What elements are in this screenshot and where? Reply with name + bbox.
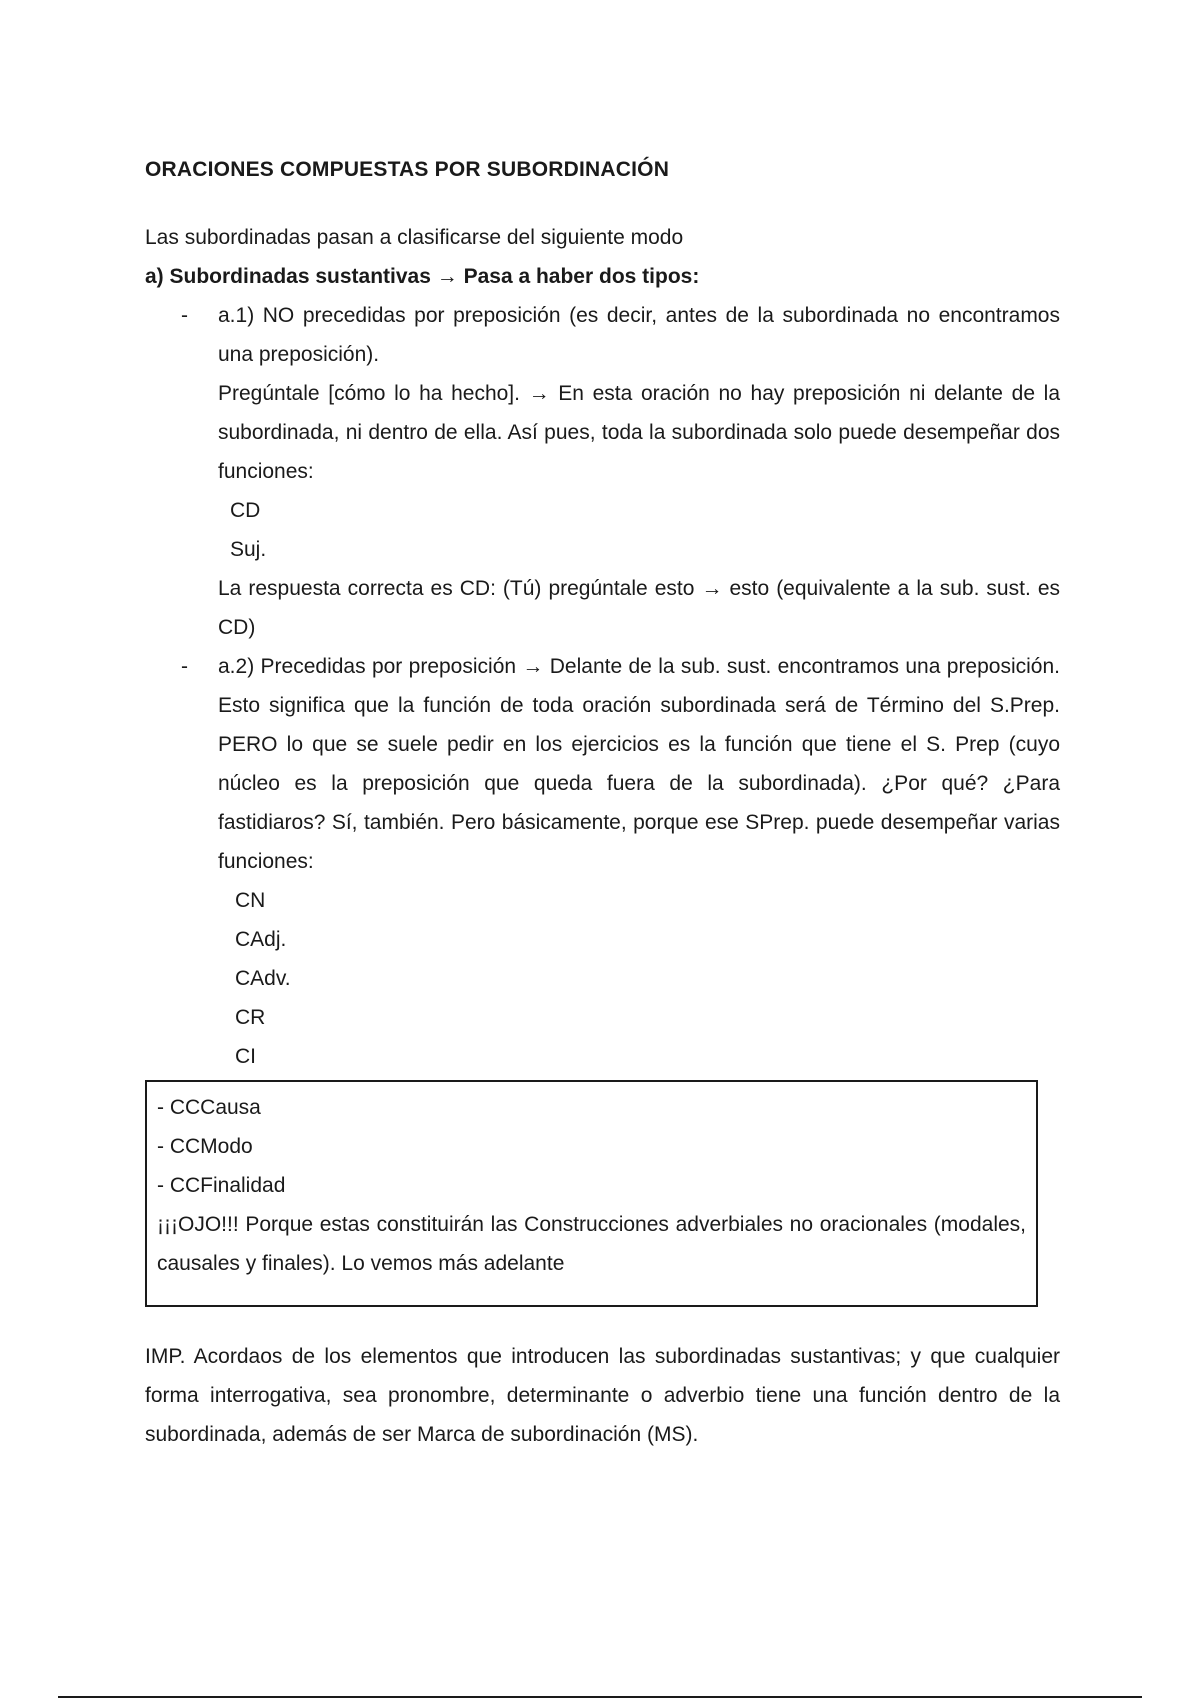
- bullet-a1: [145, 296, 1060, 647]
- a1-function-item: CD: [230, 499, 261, 522]
- adverbial-functions-box: [145, 1080, 1038, 1307]
- a1-answer: La respuesta correcta es CD: (Tú) pregúntale esto → esto (equivalente a la sub. sust. es CD): [218, 577, 1060, 639]
- a2-function-item: CI: [235, 1045, 256, 1068]
- bullet-dash: -: [181, 655, 188, 678]
- section-a-heading: a) Subordinadas sustantivas → Pasa a haber dos tipos:: [145, 265, 700, 288]
- a1-function-item: Suj.: [230, 538, 267, 561]
- a2-function-list: [218, 881, 1060, 1076]
- intro-text: Las subordinadas pasan a clasificarse del siguiente modo: [145, 226, 684, 249]
- box-note: ¡¡¡OJO!!! Porque estas constituirán las Construcciones adverbiales no oracionales (modales, causales y finales). Lo vemos más adelante: [157, 1213, 1026, 1275]
- a1-function-list: [218, 491, 1060, 569]
- bullet-dash: -: [181, 304, 188, 327]
- a2-function-item: CAdv.: [235, 967, 291, 990]
- imp-note: IMP. Acordaos de los elementos que introducen las subordinadas sustantivas; y que cualquier forma interrogativa, sea pronombre, determinante o adverbio tiene una función dentro de la subordinada, además de ser Marca de subordinación (MS).: [145, 1345, 1060, 1446]
- document-page: [145, 150, 1060, 1454]
- box-item: - CCCausa: [157, 1096, 261, 1119]
- bullet-a2: [145, 647, 1060, 1076]
- a2-function-item: CR: [235, 1006, 266, 1029]
- document-title: ORACIONES COMPUESTAS POR SUBORDINACIÓN: [145, 158, 670, 181]
- a2-function-item: CAdj.: [235, 928, 287, 951]
- a2-function-item: CN: [235, 889, 266, 912]
- a1-lead: a.1) NO precedidas por preposición (es decir, antes de la subordinada no encontramos una preposición).: [218, 304, 1060, 366]
- a1-example: Pregúntale [cómo lo ha hecho]. → En esta oración no hay preposición ni delante de la subordinada, ni dentro de ella. Así pues, toda la subordinada solo puede desempeñar dos funciones:: [218, 382, 1060, 483]
- footer-divider: [58, 1696, 1142, 1698]
- box-item: - CCModo: [157, 1135, 253, 1158]
- box-item: - CCFinalidad: [157, 1174, 286, 1197]
- a2-lead: a.2) Precedidas por preposición → Delante de la sub. sust. encontramos una preposición. Esto significa que la función de toda oración subordinada será de Término del S.Prep. PERO lo que se suele pedir en los ejercicios es la función que tiene el S. Prep (cuyo núcleo es la preposición que queda fuera de la subordinada). ¿Por qué? ¿Para fastidiaros? Sí, también. Pero básicamente, porque ese SPrep. puede desempeñar varias funciones:: [218, 655, 1060, 873]
